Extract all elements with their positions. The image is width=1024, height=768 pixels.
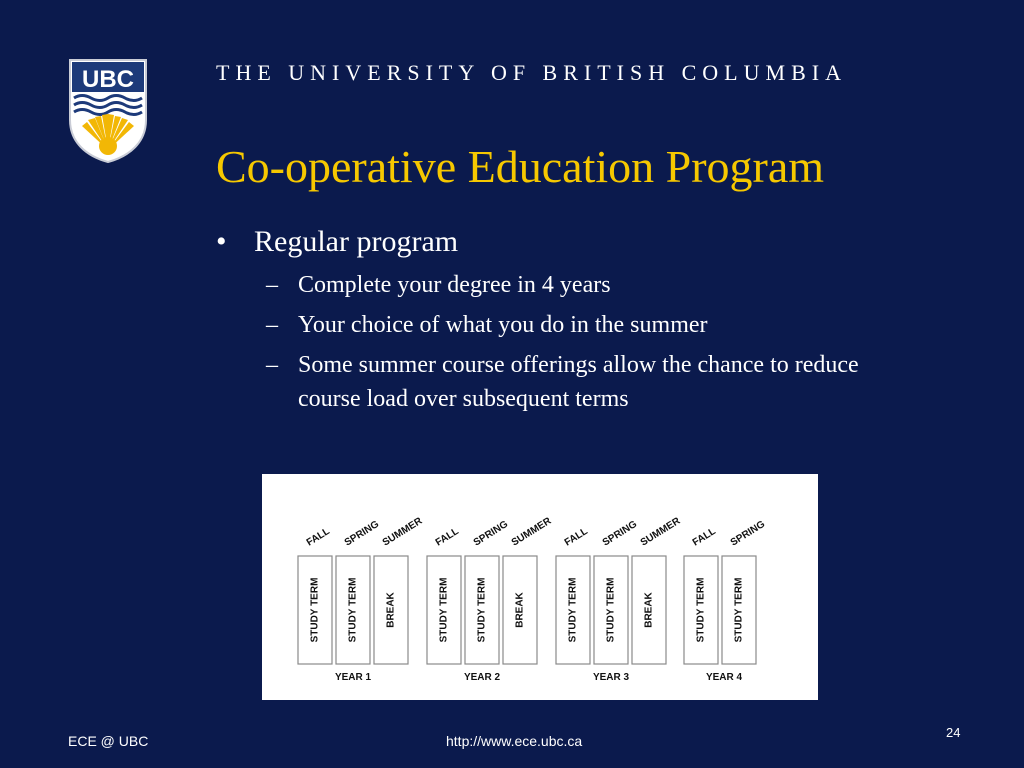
season-label: SUMMER <box>380 515 425 549</box>
year-label: YEAR 4 <box>705 672 743 683</box>
term-block-label: STUDY TERM <box>567 577 579 643</box>
season-label: FALL <box>304 525 332 549</box>
term-block-label: STUDY TERM <box>438 577 450 643</box>
footer-url: http://www.ece.ubc.ca <box>446 733 583 749</box>
schedule-svg <box>262 474 818 700</box>
season-label: FALL <box>433 525 461 549</box>
slide-content <box>216 224 916 422</box>
season-label: SPRING <box>342 518 382 549</box>
season-label: SPRING <box>471 518 511 549</box>
ubc-crest-icon <box>68 58 148 164</box>
season-label: SPRING <box>728 518 768 549</box>
year-label: YEAR 3 <box>592 672 630 683</box>
university-name: THE UNIVERSITY OF BRITISH COLUMBIA <box>216 60 847 85</box>
year-label: YEAR 2 <box>463 672 501 683</box>
page-number: 24 <box>946 725 961 740</box>
season-label: FALL <box>562 525 590 549</box>
footer-left: ECE @ UBC <box>68 733 149 749</box>
term-block-label: STUDY TERM <box>347 577 359 643</box>
subbullet-item <box>266 308 916 342</box>
season-label: SUMMER <box>509 515 554 549</box>
subbullet-text: Some summer course offerings allow the chance to reduce course load over subsequent terms <box>298 352 859 412</box>
ubc-logo <box>68 58 148 164</box>
term-block-label: STUDY TERM <box>476 577 488 643</box>
year-group <box>556 515 683 683</box>
year-group <box>684 519 767 683</box>
bullet-text: Regular program <box>254 225 459 258</box>
term-block-label: STUDY TERM <box>695 577 707 643</box>
logo-text: UBC <box>82 66 134 93</box>
term-block-label: STUDY TERM <box>733 577 745 643</box>
year-group <box>298 515 425 683</box>
slide-title: Co-operative Education Program <box>216 141 825 192</box>
subbullet-item <box>266 268 916 302</box>
term-schedule-diagram <box>262 474 818 700</box>
season-label: SPRING <box>600 518 640 549</box>
year-group <box>427 515 554 683</box>
term-block-label: BREAK <box>385 592 397 628</box>
dash-icon: – <box>266 272 278 298</box>
subbullet-text: Your choice of what you do in the summer <box>298 312 708 338</box>
term-block-label: BREAK <box>514 592 526 628</box>
subbullet-list <box>266 268 916 416</box>
term-block-label: STUDY TERM <box>605 577 617 643</box>
dash-icon: – <box>266 312 278 338</box>
term-block-label: BREAK <box>643 592 655 628</box>
subbullet-item <box>266 348 916 416</box>
bullet-item <box>216 224 916 260</box>
term-block-label: STUDY TERM <box>309 577 321 643</box>
season-label: FALL <box>690 525 718 549</box>
season-label: SUMMER <box>638 515 683 549</box>
dash-icon: – <box>266 352 278 378</box>
year-label: YEAR 1 <box>334 672 372 683</box>
bullet-dot-icon: • <box>216 225 227 258</box>
subbullet-text: Complete your degree in 4 years <box>298 272 611 298</box>
